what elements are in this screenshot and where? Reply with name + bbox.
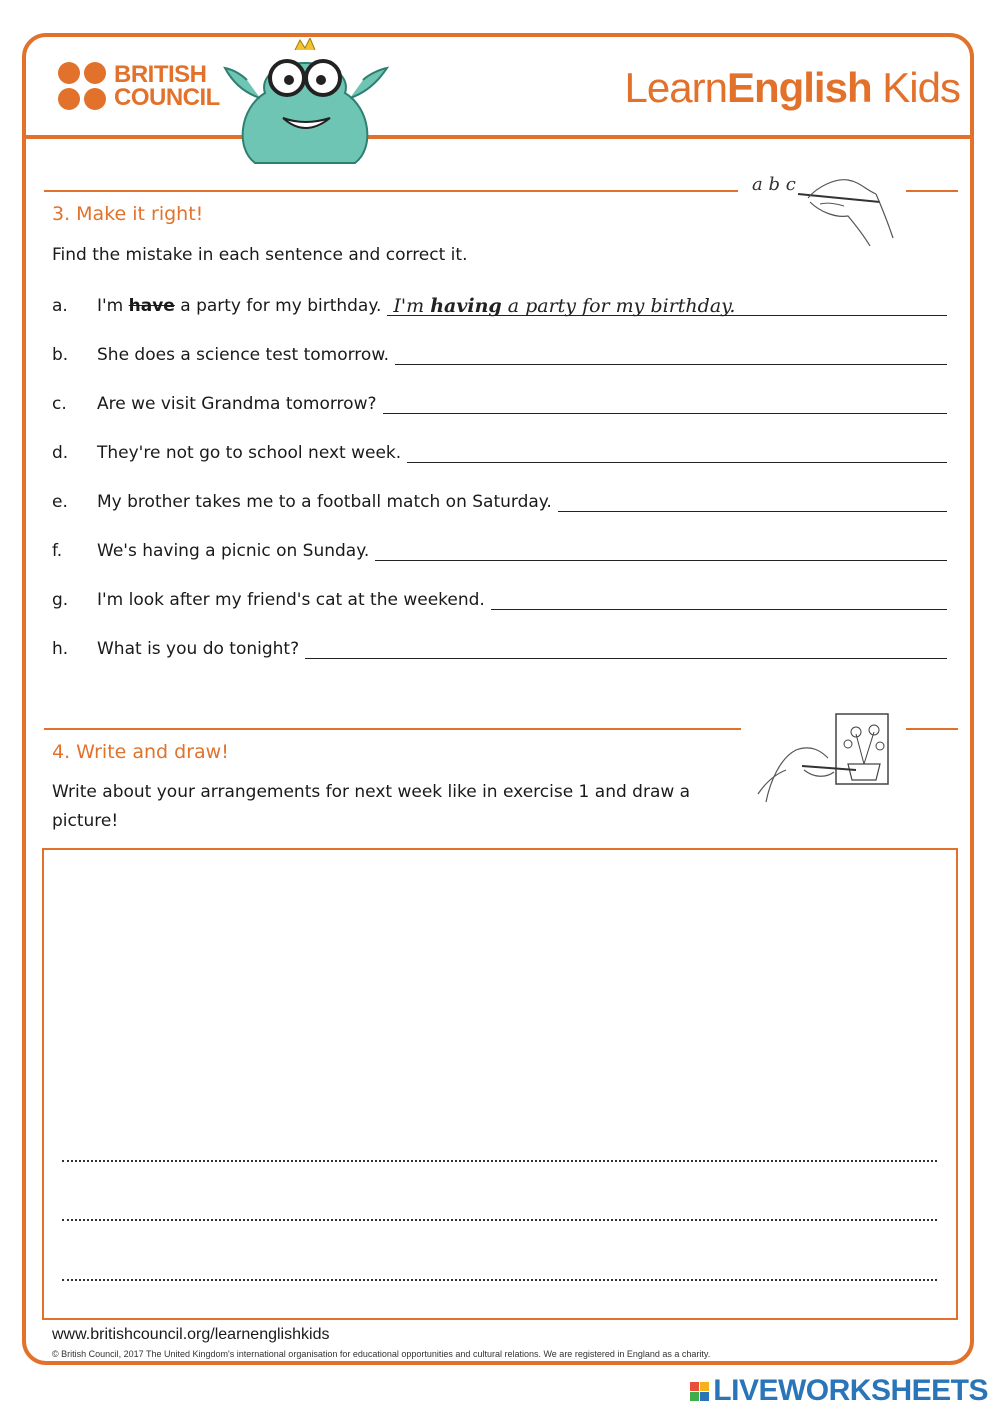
exercise-row [52, 339, 947, 365]
exercise-row [52, 535, 947, 561]
item-letter: d. [52, 443, 69, 463]
learnenglish-kids-logo [625, 64, 960, 112]
exercise-row [52, 437, 947, 463]
abc-text: a b c [752, 174, 796, 195]
item-letter: e. [52, 492, 68, 512]
section4-rule-left [44, 728, 741, 730]
item-letter: g. [52, 590, 69, 610]
answer-line[interactable] [491, 589, 947, 610]
hand-drawing-illustration-icon [756, 712, 892, 812]
item-sentence: My brother takes me to a football match on Saturday. [97, 492, 552, 512]
section4-rule-right [906, 728, 958, 730]
item-letter: b. [52, 345, 69, 365]
hand-writing-illustration [748, 168, 898, 250]
british-council-logo [58, 62, 220, 110]
lek-logo-learn: Learn [624, 64, 727, 111]
struck-word: have [128, 296, 175, 316]
item-letter: h. [52, 639, 69, 659]
answer-part: I'm [393, 295, 431, 317]
footer-copyright: © British Council, 2017 The United Kingdom's international organisation for educational opportunities and cultural relations. We are registered in England as a charity. [52, 1349, 711, 1359]
lek-logo-kids: Kids [882, 64, 960, 111]
bc-logo-line2: COUNCIL [114, 84, 220, 111]
sentence-part: I'm [97, 296, 129, 316]
writing-line[interactable] [62, 1160, 937, 1162]
item-sentence: We's having a picnic on Sunday. [97, 541, 370, 561]
answer-line[interactable] [407, 442, 947, 463]
exercise-row [52, 584, 947, 610]
item-sentence: I'm look after my friend's cat at the weekend. [97, 590, 485, 610]
section4-title: 4. Write and draw! [52, 741, 229, 763]
section4-instruction-line1: Write about your arrangements for next week like in exercise 1 and draw a [52, 782, 691, 802]
header-divider [26, 135, 974, 139]
item-sentence: They're not go to school next week. [97, 443, 402, 463]
monster-mascot-icon [215, 38, 395, 168]
section3-instruction: Find the mistake in each sentence and correct it. [52, 245, 468, 265]
answer-part: a party for my birthday. [501, 295, 736, 317]
answer-bold: having [430, 295, 502, 317]
exercise-row [52, 388, 947, 414]
liveworksheets-text: LIVEWORKSHEETS [713, 1374, 988, 1407]
answer-line[interactable] [305, 638, 947, 659]
liveworksheets-icon [690, 1382, 709, 1401]
exercise-row [52, 633, 947, 659]
sentence-part: a party for my birthday. [174, 296, 382, 316]
exercise-row [52, 290, 947, 316]
writing-line[interactable] [62, 1279, 937, 1281]
item-sentence: What is you do tonight? [97, 639, 300, 659]
writing-line[interactable] [62, 1219, 937, 1221]
section3-rule-right [906, 190, 958, 192]
bc-logo-line1: BRITISH [114, 61, 207, 88]
answer-line[interactable] [375, 540, 947, 561]
item-sentence: Are we visit Grandma tomorrow? [97, 394, 377, 414]
section4-instruction-line2: picture! [52, 811, 119, 831]
british-council-dots-icon [58, 62, 106, 110]
section3-title: 3. Make it right! [52, 203, 204, 225]
answer-line[interactable] [383, 393, 948, 414]
drawing-box[interactable] [42, 848, 958, 1320]
item-sentence: She does a science test tomorrow. [97, 345, 390, 365]
footer-url: www.britishcouncil.org/learnenglishkids [52, 1326, 330, 1343]
lek-logo-english: English [726, 64, 872, 111]
answer-line[interactable] [558, 491, 947, 512]
answer-line[interactable] [395, 344, 947, 365]
exercise-row [52, 486, 947, 512]
item-letter: c. [52, 394, 67, 414]
liveworksheets-logo [690, 1374, 988, 1408]
item-letter: f. [52, 541, 63, 561]
hand-pen-icon [748, 168, 898, 250]
section3-rule-left [44, 190, 738, 192]
item-letter: a. [52, 296, 68, 316]
answer-text [393, 295, 735, 317]
item-sentence [97, 296, 381, 316]
answer-line[interactable] [387, 295, 947, 316]
